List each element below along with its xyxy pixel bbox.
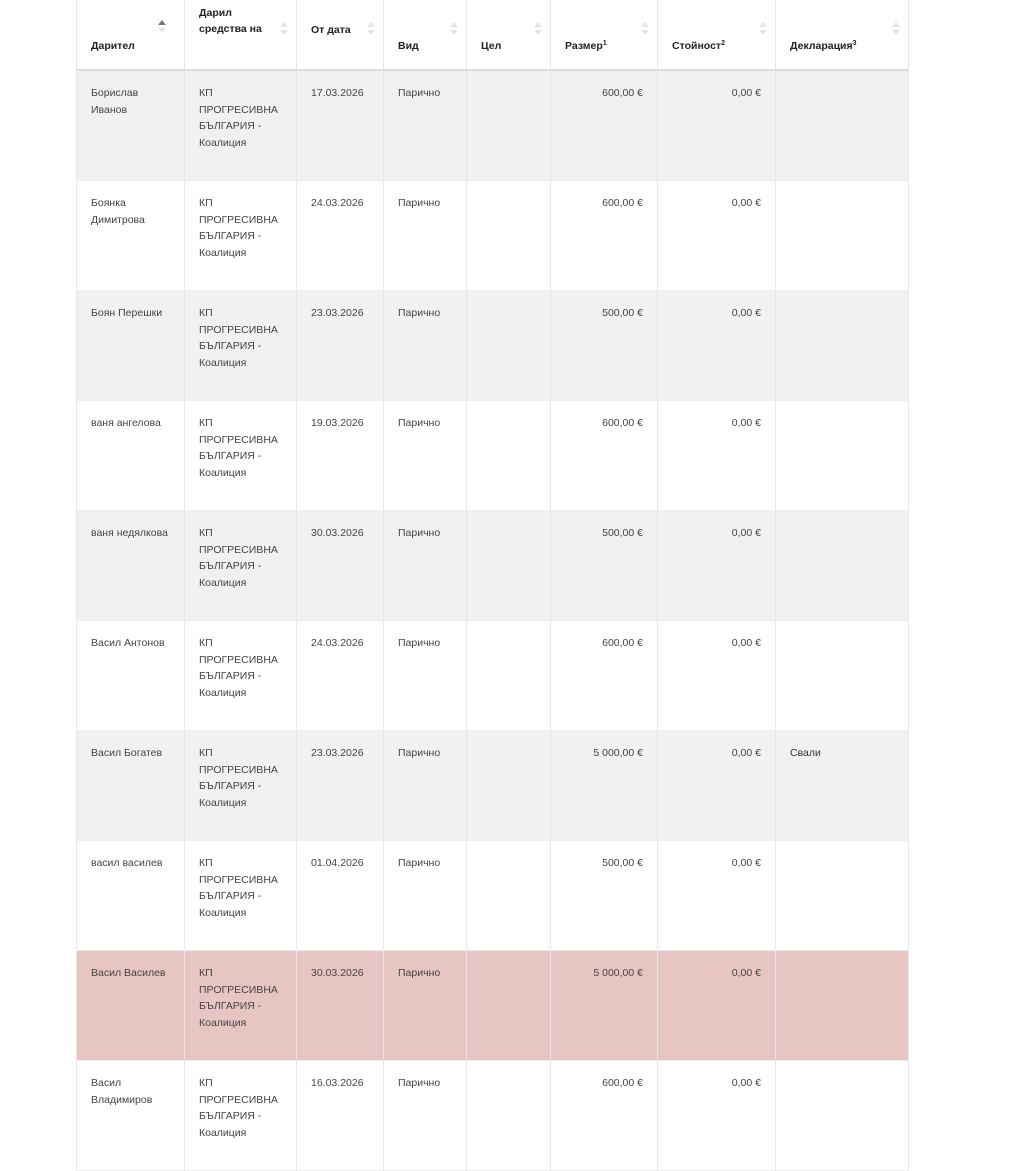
purpose-cell [467,511,551,621]
column-header-value[interactable] [658,0,776,70]
column-header-label: Декларация [790,40,853,52]
table-row [77,511,909,621]
recipient-cell: КП ПРОГРЕСИВНА БЪЛГАРИЯ - Коалиция [185,511,297,621]
type-cell: Парично [384,731,467,841]
type-cell: Парично [384,1061,467,1171]
recipient-cell: КП ПРОГРЕСИВНА БЪЛГАРИЯ - Коалиция [185,181,297,291]
amount-cell: 600,00 € [551,181,658,291]
donor-cell: Борислав Иванов [77,70,185,181]
sort-icon[interactable] [534,22,542,36]
table-row [77,731,909,841]
recipient-cell: КП ПРОГРЕСИВНА БЪЛГАРИЯ - Коалиция [185,731,297,841]
recipient-cell: КП ПРОГРЕСИВНА БЪЛГАРИЯ - Коалиция [185,291,297,401]
sort-icon[interactable] [759,22,767,36]
purpose-cell [467,70,551,181]
recipient-cell: КП ПРОГРЕСИВНА БЪЛГАРИЯ - Коалиция [185,1061,297,1171]
date-cell: 24.03.2026 [297,621,384,731]
donor-cell: Боян Перешки [77,291,185,401]
type-cell: Парично [384,621,467,731]
footnote-marker: 3 [852,40,857,47]
value-cell: 0,00 € [658,70,776,181]
table-header [77,0,909,70]
table-row [77,401,909,511]
column-header-date[interactable] [297,0,384,70]
declaration-cell [776,621,909,731]
footnote-marker: 1 [602,40,607,47]
date-cell: 23.03.2026 [297,731,384,841]
column-header-label: Размер [565,40,603,52]
sort-icon[interactable] [280,22,288,36]
donor-cell: ваня недялкова [77,511,185,621]
sort-icon[interactable] [367,22,375,36]
donor-cell: васил василев [77,841,185,951]
type-cell: Парично [384,951,467,1061]
column-header-donor[interactable] [77,0,185,70]
recipient-cell: КП ПРОГРЕСИВНА БЪЛГАРИЯ - Коалиция [185,621,297,731]
table-row [77,291,909,401]
purpose-cell [467,181,551,291]
sort-ascending-icon[interactable] [158,20,166,34]
value-cell: 0,00 € [658,401,776,511]
column-header-label: Цел [481,40,502,52]
value-cell: 0,00 € [658,291,776,401]
donations-table [76,0,909,1171]
sort-icon[interactable] [641,22,649,36]
date-cell: 16.03.2026 [297,1061,384,1171]
declaration-cell [776,401,909,511]
type-cell: Парично [384,841,467,951]
column-header-label: Дарил средства на [199,7,262,35]
declaration-cell [776,841,909,951]
type-cell: Парично [384,70,467,181]
table-row-highlighted [77,951,909,1061]
column-header-recipient[interactable] [185,0,297,70]
declaration-cell [776,951,909,1061]
value-cell: 0,00 € [658,511,776,621]
column-header-label: Стойност [672,40,722,52]
donor-cell: Боянка Димитрова [77,181,185,291]
donor-cell: ваня ангелова [77,401,185,511]
date-cell: 01.04.2026 [297,841,384,951]
amount-cell: 600,00 € [551,1061,658,1171]
column-header-label: От дата [311,24,351,36]
purpose-cell [467,621,551,731]
amount-cell: 600,00 € [551,621,658,731]
type-cell: Парично [384,401,467,511]
date-cell: 30.03.2026 [297,951,384,1061]
sort-icon[interactable] [892,22,900,36]
amount-cell: 5 000,00 € [551,951,658,1061]
declaration-cell [776,70,909,181]
donations-table-container [76,0,908,1171]
declaration-cell [776,511,909,621]
purpose-cell [467,841,551,951]
purpose-cell [467,731,551,841]
type-cell: Парично [384,291,467,401]
date-cell: 30.03.2026 [297,511,384,621]
donor-cell: Васил Богатев [77,731,185,841]
value-cell: 0,00 € [658,1061,776,1171]
purpose-cell [467,1061,551,1171]
value-cell: 0,00 € [658,951,776,1061]
column-header-label: Вид [398,40,419,52]
value-cell: 0,00 € [658,181,776,291]
purpose-cell [467,291,551,401]
declaration-cell [776,291,909,401]
table-row [77,1061,909,1171]
amount-cell: 600,00 € [551,70,658,181]
column-header-label: Дарител [91,40,135,52]
date-cell: 19.03.2026 [297,401,384,511]
date-cell: 17.03.2026 [297,70,384,181]
amount-cell: 500,00 € [551,291,658,401]
table-row [77,70,909,181]
purpose-cell [467,951,551,1061]
donor-cell: Васил Антонов [77,621,185,731]
value-cell: 0,00 € [658,841,776,951]
donor-cell: Васил Владимиров [77,1061,185,1171]
footnote-marker: 2 [721,40,725,47]
recipient-cell: КП ПРОГРЕСИВНА БЪЛГАРИЯ - Коалиция [185,841,297,951]
purpose-cell [467,401,551,511]
table-row [77,621,909,731]
recipient-cell: КП ПРОГРЕСИВНА БЪЛГАРИЯ - Коалиция [185,70,297,181]
declaration-cell [776,1061,909,1171]
type-cell: Парично [384,181,467,291]
amount-cell: 500,00 € [551,511,658,621]
declaration-download-link[interactable]: Свали [776,731,909,841]
date-cell: 24.03.2026 [297,181,384,291]
value-cell: 0,00 € [658,731,776,841]
sort-icon[interactable] [450,22,458,36]
column-header-purpose[interactable] [467,0,551,70]
column-header-declaration[interactable] [776,0,909,70]
amount-cell: 500,00 € [551,841,658,951]
value-cell: 0,00 € [658,621,776,731]
amount-cell: 600,00 € [551,401,658,511]
recipient-cell: КП ПРОГРЕСИВНА БЪЛГАРИЯ - Коалиция [185,951,297,1061]
column-header-amount[interactable] [551,0,658,70]
date-cell: 23.03.2026 [297,291,384,401]
table-body [77,70,909,1171]
amount-cell: 5 000,00 € [551,731,658,841]
column-header-type[interactable] [384,0,467,70]
donor-cell: Васил Василев [77,951,185,1061]
type-cell: Парично [384,511,467,621]
recipient-cell: КП ПРОГРЕСИВНА БЪЛГАРИЯ - Коалиция [185,401,297,511]
table-row [77,181,909,291]
table-row [77,841,909,951]
declaration-cell [776,181,909,291]
